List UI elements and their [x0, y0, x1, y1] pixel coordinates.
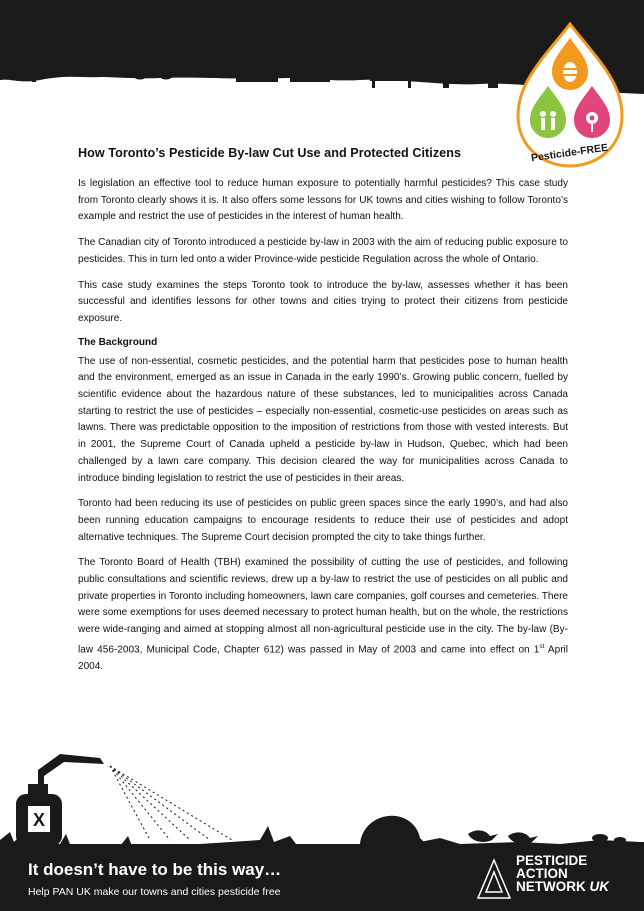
org-name-line: ACTION	[516, 866, 568, 881]
org-name-network: NETWORK	[516, 879, 586, 894]
sprayer-hazard-mark: X	[32, 810, 46, 830]
intro-paragraph: Is legislation an effective tool to reduce human exposure to potentially harmful pesticides? This case study from Toronto clearly shows it is. It also offers some lessons for UK towns and cities wishing to follow Toronto’s example and restrict the use of pesticides in the interest of human health.	[78, 178, 568, 223]
article-body	[78, 146, 568, 685]
closing-paragraph-tail: April 2004.	[78, 644, 569, 672]
background-paragraph: Toronto had been reducing its use of pesticides on public green spaces since the early 1990’s, and had also been running education campaigns to encourage residents to reduce their use of pesticides and adopt alternative techniques. The Supreme Court decision prompted the city to take things further.	[78, 498, 568, 543]
ordinal-superscript: st	[539, 642, 545, 650]
pan-uk-wordmark	[516, 854, 636, 893]
intro-paragraph: The Canadian city of Toronto introduced a pesticide by-law in 2003 with the aim of reducing public exposure to pesticides. This in turn led onto a wider Province-wide pesticide Regulation across the whole of Ontario.	[78, 237, 568, 265]
footer-headline: It doesn’t have to be this way…	[28, 860, 282, 879]
closing-paragraph-text: The Toronto Board of Health (TBH) examined the possibility of cutting the use of pesticides, and following public consultations and scientific reviews, drew up a by-law to restrict the use of pesticides on all public and private properties in Toronto including homeowners, lawn care companies, golf courses and cemeteries. There were some exemptions for uses deemed necessary to protect human health, but on the whole, the restrictions were wide-ranging and aimed at stopping almost all non-agricultural pesticide use in the city. The by-law (By-law 456-2003, Municipal Code, Chapter 612) was passed in May of 2003 and came into effect on 1	[78, 557, 568, 656]
page-title: How Toronto’s Pesticide By-law Cut Use and Protected Citizens	[78, 146, 462, 160]
org-name-line	[516, 880, 636, 893]
bench-icon	[368, 72, 414, 88]
hedgehog-icon	[360, 816, 424, 844]
badge-label: Pesticide-FREE	[530, 141, 609, 165]
sprayer-icon	[16, 754, 104, 846]
bird-icon	[468, 830, 538, 844]
closing-paragraph	[78, 555, 568, 675]
footer-subline: Help PAN UK make our towns and cities pesticide free	[28, 886, 281, 898]
org-name-line: PESTICIDE	[516, 853, 588, 868]
section-heading: The Background	[78, 336, 158, 348]
intro-paragraph: This case study examines the steps Toronto took to introduce the by-law, assesses whether it has been successful and identifies lessons for other towns and cities trying to protect their citizens from pesticide exposure.	[78, 279, 568, 324]
org-name-uk: UK	[589, 879, 610, 894]
background-paragraph: The use of non-essential, cosmetic pesticides, and the potential harm that pesticides pose to human health and the environment, emerged as an issue in Canada in the early 1990’s. Growing public concern, fuelled by scientific evidence about the hazardous nature of these substances, led to municipalities across Canada starting to restrict the use of pesticides – especially non-essential, cosmetic-use pesticides on areas such as lawns. There was predictable opposition to the imposition of restrictions from those with vested interests. But in 2001, the Supreme Court of Canada upheld a pesticide by-law in Hudson, Quebec, which had been challenged by a lawn care company. This decision cleared the way for municipalities across Canada to introduce binding legislation to restrict the use of pesticides in their areas.	[78, 355, 568, 484]
